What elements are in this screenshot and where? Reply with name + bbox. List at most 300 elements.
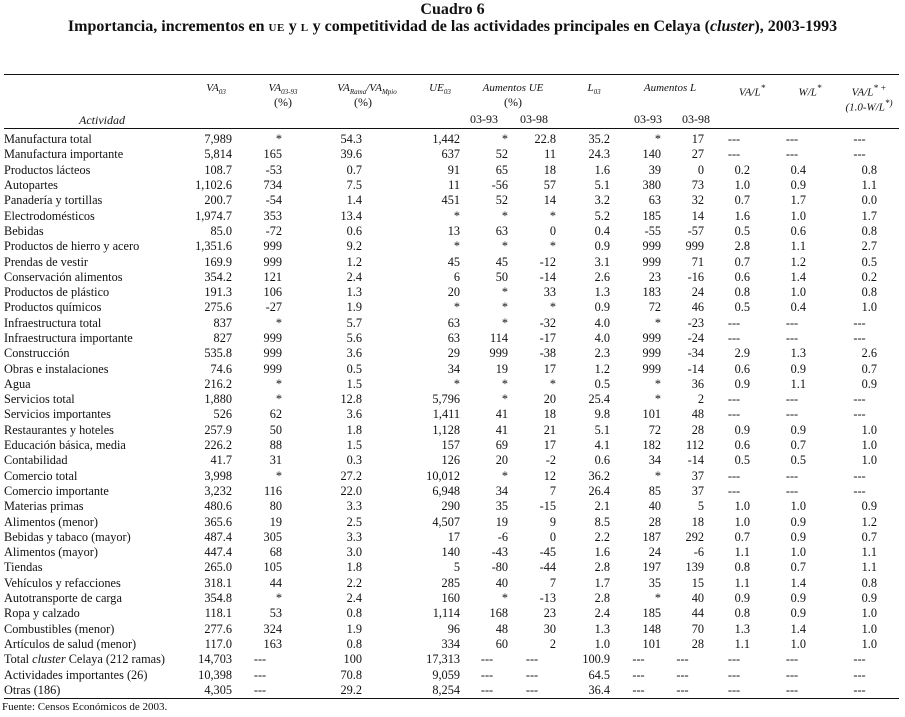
table-cell: 2.5	[346, 514, 362, 529]
table-row	[4, 530, 899, 545]
table-cell: 15	[691, 575, 704, 590]
table-cell: 9,059	[432, 667, 460, 682]
table-cell: ---	[785, 682, 799, 697]
table-cell: 827	[213, 331, 232, 345]
table-cell: 2.9	[734, 346, 750, 361]
header-actividad: Actividad	[79, 113, 125, 127]
table-cell: 44	[269, 575, 282, 590]
table-row	[4, 208, 899, 223]
activity-name: Autopartes	[4, 178, 58, 193]
table-cell: 50	[495, 269, 508, 284]
table-cell: *	[549, 300, 556, 315]
activity-name: Prendas de vestir	[4, 254, 89, 269]
top-rule	[4, 74, 899, 75]
table-cell: 27.2	[340, 468, 362, 483]
table-cell: 20	[447, 285, 460, 300]
table-row	[4, 591, 899, 606]
table-cell: 0.2	[861, 269, 877, 284]
table-cell: 53	[269, 606, 282, 621]
table-cell: ---	[853, 147, 866, 162]
table-cell: 60	[495, 636, 508, 651]
table-cell: 39.6	[340, 147, 362, 162]
table-cell: 0.9	[790, 361, 806, 376]
table-cell: 65	[495, 162, 508, 177]
table-cell: -44	[539, 560, 556, 575]
table-cell: 1.0	[861, 422, 877, 437]
activity-name: Actividades importantes (26)	[4, 667, 148, 682]
table-cell: 2.7	[861, 239, 877, 254]
table-cell: 0.6	[346, 223, 362, 238]
table-cell: 1,102.6	[195, 178, 232, 193]
table-cell: 9	[549, 514, 556, 529]
table-cell: 353	[263, 208, 282, 223]
table-cell: 1.2	[861, 514, 877, 529]
table-cell: 50	[269, 422, 282, 437]
table-cell: 24.3	[588, 147, 610, 162]
table-cell: -6	[497, 529, 508, 544]
table-cell: -14	[539, 269, 556, 284]
table-cell: 118.1	[204, 606, 232, 621]
table-row	[4, 147, 899, 162]
table-cell: 160	[441, 591, 460, 606]
table-cell: -15	[539, 499, 556, 514]
table-cell: 9.2	[346, 239, 362, 254]
table-cell: 0.8	[861, 575, 877, 590]
table-cell: 34	[495, 483, 508, 498]
header-aum-l-0393: 03-93	[634, 112, 662, 126]
table-cell: 0.9	[734, 591, 750, 606]
table-row	[4, 377, 899, 392]
table-cell: 0.9	[790, 606, 806, 621]
table-cell: 0.5	[346, 361, 362, 376]
activity-name: Conservación alimentos	[4, 269, 123, 284]
table-cell: 0.6	[734, 361, 750, 376]
activity-name: Obras e instalaciones	[4, 361, 109, 376]
table-cell: 0.6	[594, 453, 610, 468]
table-cell: 48	[691, 407, 704, 422]
table-row	[4, 346, 899, 361]
header-competitividad-2: (1.0-W/L*)	[845, 98, 893, 114]
table-row	[4, 560, 899, 575]
table-cell: 5,796	[432, 392, 460, 407]
table-cell: 1.4	[790, 621, 806, 636]
table-cell: ---	[853, 652, 866, 667]
table-cell: 69	[495, 438, 508, 453]
table-cell: 24	[648, 545, 661, 560]
table-cell: 526	[213, 407, 232, 422]
table-cell: 68	[269, 545, 282, 560]
table-cell: 487.4	[204, 529, 232, 544]
table-cell: 999	[263, 346, 282, 361]
table-cell: 275.6	[204, 300, 232, 315]
table-cell: ---	[480, 652, 494, 667]
table-cell: *	[453, 239, 460, 254]
table-cell: -14	[687, 361, 704, 376]
activity-name: Agua	[4, 376, 31, 391]
activity-name: Bebidas	[4, 223, 44, 238]
table-cell: 14	[543, 193, 556, 208]
table-cell: 44	[691, 606, 704, 621]
title-part-a: Importancia, incrementos en	[67, 18, 269, 35]
table-cell: ---	[853, 468, 866, 483]
table-cell: -55	[644, 223, 661, 238]
activity-name: Artículos de salud (menor)	[4, 636, 137, 651]
table-cell: ---	[853, 315, 866, 330]
table-cell: -12	[539, 254, 556, 269]
table-cell: -72	[265, 223, 282, 238]
table-cell: 999	[489, 346, 508, 361]
table-cell: 1.2	[790, 254, 806, 269]
table-cell: 1.0	[861, 636, 877, 651]
table-cell: -43	[491, 545, 508, 560]
table-cell: *	[501, 392, 508, 407]
activity-name: Construcción	[4, 346, 70, 361]
table-cell: -6	[693, 545, 704, 560]
table-cell: ---	[853, 667, 866, 682]
table-row	[4, 316, 899, 331]
table-cell: ---	[253, 652, 267, 667]
table-row	[4, 453, 899, 468]
header-va0393: $VA_{03-93}$	[268, 82, 298, 97]
table-cell: ---	[853, 483, 866, 498]
table-cell: 35.2	[588, 132, 610, 147]
bottom-rule	[4, 698, 899, 699]
header-va03: $VA_{03}$	[206, 82, 226, 97]
table-cell: 7.5	[346, 178, 362, 193]
table-cell: 1.1	[734, 636, 750, 651]
table-cell: 3,998	[204, 468, 232, 483]
table-cell: ---	[853, 392, 866, 407]
table-cell: 3.0	[346, 545, 362, 560]
table-cell: 0.9	[790, 178, 806, 193]
table-cell: 20	[543, 392, 556, 407]
table-cell: ---	[785, 483, 799, 498]
table-cell: 5.6	[346, 331, 362, 345]
activity-name: Productos de plástico	[4, 285, 110, 300]
table-cell: ---	[632, 652, 645, 667]
table-cell: 21	[543, 422, 556, 437]
table-cell: 2	[697, 392, 704, 407]
table-cell: *	[501, 239, 508, 254]
table-cell: 1.1	[734, 575, 750, 590]
table-cell: 101	[642, 636, 661, 651]
table-cell: 12	[543, 468, 556, 483]
table-cell: -54	[265, 193, 282, 208]
table-cell: 0.9	[594, 239, 610, 254]
table-cell: 28	[691, 422, 704, 437]
table-cell: 1.6	[594, 545, 610, 560]
table-cell: 197	[642, 560, 661, 575]
table-cell: ---	[853, 682, 866, 697]
table-row	[4, 239, 899, 254]
table-cell: ---	[727, 132, 741, 147]
table-cell: 999	[685, 239, 704, 254]
table-cell: 1.8	[346, 560, 362, 575]
table-cell: 0.5	[861, 254, 877, 269]
table-cell: 837	[213, 315, 232, 330]
table-cell: *	[275, 376, 282, 391]
table-cell: 0.9	[734, 422, 750, 437]
table-cell: 106	[263, 285, 282, 300]
table-cell: 480.6	[204, 499, 232, 514]
table-cell: 2.4	[594, 606, 610, 621]
activity-name: Restaurantes y hoteles	[4, 422, 114, 437]
table-cell: *	[275, 468, 282, 483]
table-cell: 0.9	[861, 499, 877, 514]
table-cell: -57	[687, 223, 704, 238]
table-cell: 0.8	[861, 285, 877, 300]
table-cell: 2.4	[346, 269, 362, 284]
activity-name: Alimentos (mayor)	[4, 545, 98, 560]
table-cell: 11	[544, 147, 556, 162]
table-cell: 1.0	[790, 545, 806, 560]
table-cell: 3.1	[594, 254, 610, 269]
table-cell: 22.8	[534, 132, 556, 147]
title-part-b: y competitividad de las actividades principales en Celaya (	[308, 18, 710, 35]
table-cell: 191.3	[204, 285, 232, 300]
table-cell: 116	[264, 483, 282, 498]
table-cell: *	[275, 392, 282, 407]
table-cell: 1.0	[790, 285, 806, 300]
table-cell: 187	[642, 529, 661, 544]
activity-name: Panadería y tortillas	[4, 193, 103, 208]
header-va0393-unit: (%)	[274, 95, 292, 109]
table-cell: 0.9	[861, 376, 877, 391]
table-cell: *	[501, 285, 508, 300]
table-row	[4, 270, 899, 285]
table-cell: 37	[691, 468, 704, 483]
table-cell: 5,814	[204, 147, 232, 162]
table-cell: 0.4	[790, 300, 806, 315]
table-cell: 0.9	[790, 514, 806, 529]
table-cell: 0.8	[861, 223, 877, 238]
table-cell: ---	[676, 652, 689, 667]
table-cell: 31	[269, 453, 282, 468]
table-cell: 6,948	[432, 483, 460, 498]
table-cell: 23	[648, 269, 661, 284]
table-cell: 62	[269, 407, 282, 422]
table-cell: 3.6	[346, 407, 362, 422]
table-number: Cuadro 6	[420, 1, 485, 18]
table-cell: 8,254	[432, 682, 460, 697]
header-wl: W/L*	[798, 83, 822, 99]
table-cell: 0.5	[734, 300, 750, 315]
table-cell: 305	[263, 529, 282, 544]
table-cell: 1.0	[861, 300, 877, 315]
table-cell: 3.3	[346, 529, 362, 544]
table-cell: 63	[495, 223, 508, 238]
table-cell: 5.2	[594, 208, 610, 223]
title-cluster: cluster	[709, 18, 755, 35]
table-row	[4, 652, 899, 667]
table-cell: ---	[632, 682, 645, 697]
activity-name: Comercio total	[4, 468, 78, 483]
table-cell: 0.7	[734, 193, 750, 208]
table-cell: 6	[453, 269, 460, 284]
table-cell: 34	[447, 361, 460, 376]
table-cell: 200.7	[204, 193, 232, 208]
table-cell: 0.2	[734, 162, 750, 177]
table-cell: 101	[642, 407, 661, 422]
table-cell: 2.1	[594, 499, 610, 514]
table-cell: *	[453, 208, 460, 223]
table-cell: 114	[490, 331, 508, 345]
table-cell: 5.7	[346, 315, 362, 330]
activity-name: Productos lácteos	[4, 162, 91, 177]
table-cell: 265.0	[204, 560, 232, 575]
table-cell: 183	[642, 285, 661, 300]
table-title	[0, 18, 905, 36]
header-val: VA/L*	[738, 83, 766, 99]
table-cell: ---	[785, 147, 799, 162]
table-cell: 2.6	[861, 346, 877, 361]
table-cell: 24	[691, 285, 704, 300]
table-cell: 105	[263, 560, 282, 575]
table-cell: 3,232	[204, 483, 232, 498]
table-cell: 108.7	[204, 162, 232, 177]
table-cell: 41	[495, 422, 508, 437]
table-cell: 48	[495, 621, 508, 636]
table-row	[4, 438, 899, 453]
table-cell: *	[654, 376, 661, 391]
table-cell: -56	[491, 178, 508, 193]
table-cell: 0.8	[734, 606, 750, 621]
title-ue: UE	[268, 22, 285, 34]
table-cell: 54.3	[340, 132, 362, 147]
table-cell: 182	[642, 438, 661, 453]
header-aum-ue-0393: 03-93	[470, 112, 498, 126]
table-cell: 1.1	[861, 545, 877, 560]
table-cell: 157	[441, 438, 460, 453]
table-cell: 41	[495, 407, 508, 422]
table-cell: 13	[447, 223, 460, 238]
table-cell: 1.3	[346, 285, 362, 300]
table-cell: 285	[441, 575, 460, 590]
table-cell: 57	[543, 178, 556, 193]
table-cell: 0.0	[861, 193, 877, 208]
table-cell: 0.8	[861, 162, 877, 177]
table-cell: 45	[447, 254, 460, 269]
table-row	[4, 622, 899, 637]
table-cell: 18	[691, 514, 704, 529]
table-cell: ---	[727, 483, 741, 498]
table-cell: 365.6	[204, 514, 232, 529]
table-cell: *	[453, 300, 460, 315]
table-cell: 0.9	[790, 529, 806, 544]
table-cell: 71	[691, 254, 704, 269]
table-cell: *	[501, 591, 508, 606]
table-cell: 163	[263, 636, 282, 651]
table-cell: 1,411	[432, 407, 460, 422]
activity-name: Productos químicos	[4, 300, 102, 315]
table-cell: 148	[642, 621, 661, 636]
table-cell: -13	[539, 591, 556, 606]
activity-name: Servicios importantes	[4, 407, 111, 422]
table-cell: ---	[727, 315, 741, 330]
table-cell: 0.4	[594, 223, 610, 238]
table-cell: 0.7	[734, 254, 750, 269]
table-cell: 74.6	[210, 361, 232, 376]
table-cell: 52	[495, 147, 508, 162]
table-cell: ---	[785, 315, 799, 330]
table-cell: 63	[447, 331, 460, 345]
table-cell: 40	[648, 499, 661, 514]
table-cell: 64.5	[588, 667, 610, 682]
table-cell: 7	[549, 483, 556, 498]
table-cell: 35	[495, 499, 508, 514]
table-cell: 28	[648, 514, 661, 529]
title-part-c: ), 2003-1993	[754, 18, 838, 35]
table-cell: 1.3	[594, 621, 610, 636]
table-cell: 28	[691, 636, 704, 651]
table-cell: 5	[453, 560, 460, 575]
header-varama: $VA_{Rama}/VA_{Mpio}$	[337, 82, 397, 97]
table-cell: 2	[549, 636, 556, 651]
table-cell: 4.0	[594, 331, 610, 345]
table-row	[4, 469, 899, 484]
table-cell: 35	[648, 575, 661, 590]
table-row	[4, 285, 899, 300]
activity-name: Alimentos (menor)	[4, 514, 98, 529]
table-cell: 1.2	[594, 361, 610, 376]
activity-name: Contabilidad	[4, 453, 68, 468]
table-cell: 0.6	[790, 223, 806, 238]
table-row	[4, 423, 899, 438]
table-cell: 354.2	[204, 269, 232, 284]
table-cell: 1.1	[790, 239, 806, 254]
table-cell: 100	[343, 652, 362, 667]
table-cell: 5	[697, 499, 704, 514]
table-cell: 1.9	[346, 621, 362, 636]
table-cell: 46	[691, 300, 704, 315]
table-row	[4, 637, 899, 652]
table-cell: *	[501, 315, 508, 330]
table-cell: 36	[691, 376, 704, 391]
table-cell: 292	[685, 529, 704, 544]
activity-name: Productos de hierro y acero	[4, 239, 140, 254]
table-cell: 33	[543, 285, 556, 300]
table-cell: ---	[785, 407, 799, 422]
table-cell: 277.6	[204, 621, 232, 636]
table-cell: 13.4	[340, 208, 362, 223]
table-cell: 52	[495, 193, 508, 208]
table-row	[4, 407, 899, 422]
table-cell: *	[654, 468, 661, 483]
header-ue03: $UE_{03}$	[429, 82, 451, 97]
table-cell: ---	[480, 682, 494, 697]
table-cell: 37	[691, 483, 704, 498]
table-cell: 18	[543, 162, 556, 177]
table-cell: 3.3	[346, 499, 362, 514]
table-row	[4, 499, 899, 514]
table-cell: 34	[648, 453, 661, 468]
activity-name: Infraestructura total	[4, 315, 102, 330]
table-cell: 3.2	[594, 193, 610, 208]
table-cell: 0.7	[790, 560, 806, 575]
table-cell: 1.7	[594, 575, 610, 590]
table-cell: 0.7	[861, 529, 877, 544]
table-cell: 0.8	[734, 285, 750, 300]
table-cell: 999	[642, 254, 661, 269]
table-cell: 39	[648, 162, 661, 177]
table-row	[4, 163, 899, 178]
table-cell: ---	[727, 147, 741, 162]
table-cell: -2	[545, 453, 556, 468]
table-cell: 999	[642, 331, 661, 345]
table-cell: 2.2	[346, 575, 362, 590]
table-cell: 1,114	[432, 606, 460, 621]
table-cell: 1.6	[734, 208, 750, 223]
